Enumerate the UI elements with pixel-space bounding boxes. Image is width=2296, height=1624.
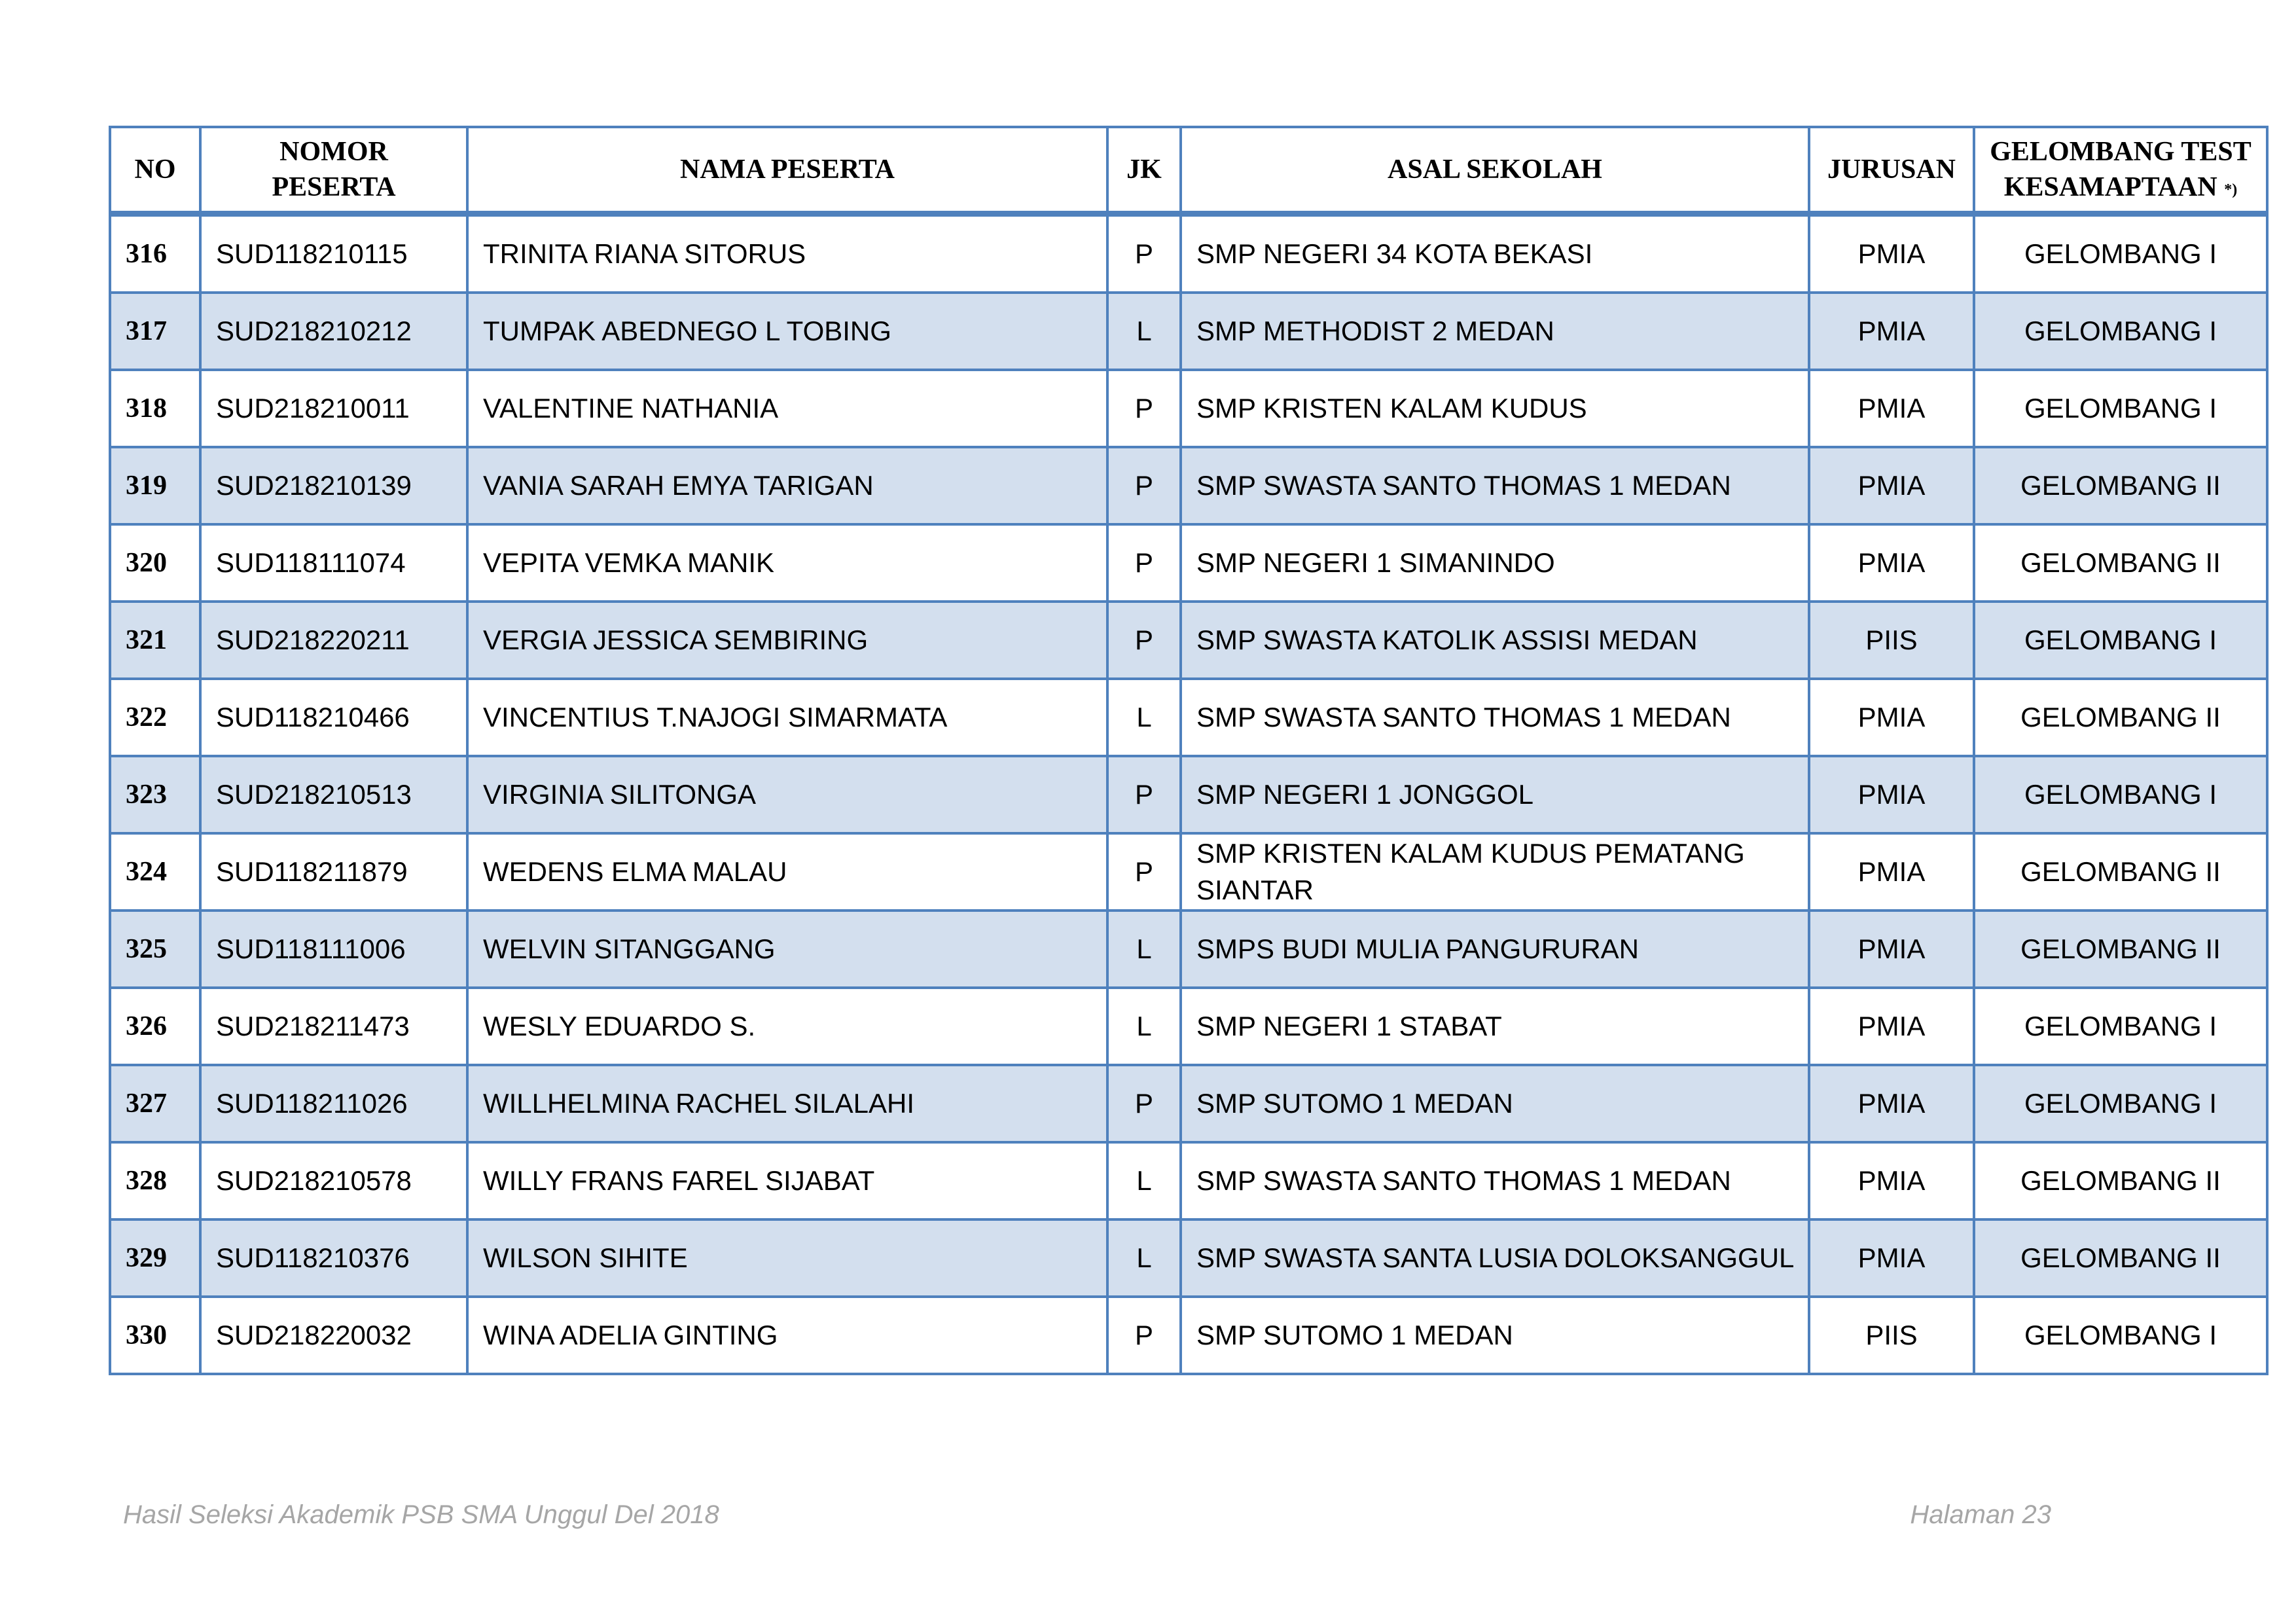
cell-gelombang: GELOMBANG I [1974, 602, 2267, 679]
cell-nama-peserta: TUMPAK ABEDNEGO L TOBING [467, 293, 1107, 370]
cell-jk: P [1107, 1297, 1181, 1374]
header-row [110, 127, 2267, 214]
cell-nama-peserta: VEPITA VEMKA MANIK [467, 524, 1107, 602]
header-gelombang-label: GELOMBANG TEST KESAMAPTAAN [1990, 137, 2251, 202]
cell-jk: P [1107, 447, 1181, 524]
cell-no: 324 [110, 833, 200, 911]
table-row [110, 756, 2267, 833]
table-row [110, 911, 2267, 988]
cell-asal-sekolah: SMP NEGERI 1 SIMANINDO [1181, 524, 1809, 602]
cell-no: 328 [110, 1142, 200, 1219]
table-header [110, 127, 2267, 214]
cell-jk: L [1107, 679, 1181, 756]
cell-no: 316 [110, 214, 200, 293]
cell-gelombang: GELOMBANG I [1974, 214, 2267, 293]
header-nomor-peserta [200, 127, 467, 214]
cell-gelombang: GELOMBANG I [1974, 1297, 2267, 1374]
cell-asal-sekolah: SMP SWASTA SANTO THOMAS 1 MEDAN [1181, 679, 1809, 756]
cell-jk: L [1107, 293, 1181, 370]
cell-jk: P [1107, 524, 1181, 602]
cell-jk: P [1107, 370, 1181, 447]
cell-nama-peserta: VINCENTIUS T.NAJOGI SIMARMATA [467, 679, 1107, 756]
header-no: NO [110, 127, 200, 214]
header-asal-sekolah: ASAL SEKOLAH [1181, 127, 1809, 214]
cell-jurusan: PMIA [1809, 1219, 1974, 1297]
cell-jk: L [1107, 1142, 1181, 1219]
cell-gelombang: GELOMBANG II [1974, 1142, 2267, 1219]
cell-nomor-peserta: SUD218220032 [200, 1297, 467, 1374]
cell-nama-peserta: TRINITA RIANA SITORUS [467, 214, 1107, 293]
cell-jurusan: PMIA [1809, 988, 1974, 1065]
cell-jurusan: PMIA [1809, 524, 1974, 602]
cell-jurusan: PMIA [1809, 679, 1974, 756]
cell-no: 319 [110, 447, 200, 524]
cell-no: 321 [110, 602, 200, 679]
cell-gelombang: GELOMBANG I [1974, 756, 2267, 833]
cell-nama-peserta: WINA ADELIA GINTING [467, 1297, 1107, 1374]
cell-nomor-peserta: SUD118111006 [200, 911, 467, 988]
cell-no: 327 [110, 1065, 200, 1142]
header-gelombang [1974, 127, 2267, 214]
cell-nomor-peserta: SUD218210513 [200, 756, 467, 833]
cell-asal-sekolah: SMP NEGERI 1 JONGGOL [1181, 756, 1809, 833]
table-body [110, 214, 2267, 1375]
header-jurusan: JURUSAN [1809, 127, 1974, 214]
cell-jk: L [1107, 1219, 1181, 1297]
cell-asal-sekolah: SMP NEGERI 34 KOTA BEKASI [1181, 214, 1809, 293]
cell-jurusan: PMIA [1809, 756, 1974, 833]
cell-nomor-peserta: SUD218211473 [200, 988, 467, 1065]
table-row [110, 447, 2267, 524]
cell-no: 323 [110, 756, 200, 833]
table-row [110, 679, 2267, 756]
cell-jk: P [1107, 214, 1181, 293]
cell-gelombang: GELOMBANG I [1974, 1065, 2267, 1142]
cell-nama-peserta: VALENTINE NATHANIA [467, 370, 1107, 447]
table-row [110, 1297, 2267, 1374]
cell-asal-sekolah: SMP SWASTA SANTA LUSIA DOLOKSANGGUL [1181, 1219, 1809, 1297]
cell-gelombang: GELOMBANG I [1974, 988, 2267, 1065]
cell-asal-sekolah: SMP SUTOMO 1 MEDAN [1181, 1297, 1809, 1374]
cell-asal-sekolah: SMPS BUDI MULIA PANGURURAN [1181, 911, 1809, 988]
cell-gelombang: GELOMBANG II [1974, 447, 2267, 524]
table-row [110, 214, 2267, 293]
table-row [110, 988, 2267, 1065]
cell-jurusan: PMIA [1809, 911, 1974, 988]
cell-jk: P [1107, 756, 1181, 833]
cell-nama-peserta: WILLY FRANS FAREL SIJABAT [467, 1142, 1107, 1219]
cell-asal-sekolah: SMP SUTOMO 1 MEDAN [1181, 1065, 1809, 1142]
cell-no: 329 [110, 1219, 200, 1297]
cell-nomor-peserta: SUD118210466 [200, 679, 467, 756]
footer-document-title: Hasil Seleksi Akademik PSB SMA Unggul Del 2018 [123, 1500, 719, 1529]
cell-asal-sekolah: SMP NEGERI 1 STABAT [1181, 988, 1809, 1065]
cell-nama-peserta: WESLY EDUARDO S. [467, 988, 1107, 1065]
cell-nama-peserta: VERGIA JESSICA SEMBIRING [467, 602, 1107, 679]
cell-asal-sekolah: SMP KRISTEN KALAM KUDUS [1181, 370, 1809, 447]
cell-jurusan: PMIA [1809, 370, 1974, 447]
cell-asal-sekolah: SMP SWASTA SANTO THOMAS 1 MEDAN [1181, 1142, 1809, 1219]
footer-page-number: Halaman 23 [1910, 1500, 2051, 1529]
header-nama-peserta: NAMA PESERTA [467, 127, 1107, 214]
cell-nomor-peserta: SUD218210212 [200, 293, 467, 370]
cell-nomor-peserta: SUD218210578 [200, 1142, 467, 1219]
cell-nomor-peserta: SUD118211026 [200, 1065, 467, 1142]
cell-jk: L [1107, 911, 1181, 988]
cell-nomor-peserta: SUD118211879 [200, 833, 467, 911]
cell-jurusan: PIIS [1809, 602, 1974, 679]
cell-gelombang: GELOMBANG II [1974, 833, 2267, 911]
header-nomor-peserta-label: NOMOR PESERTA [272, 137, 396, 202]
cell-gelombang: GELOMBANG I [1974, 293, 2267, 370]
cell-jurusan: PIIS [1809, 1297, 1974, 1374]
header-jk: JK [1107, 127, 1181, 214]
table-row [110, 833, 2267, 911]
cell-gelombang: GELOMBANG II [1974, 524, 2267, 602]
table-row [110, 293, 2267, 370]
cell-nomor-peserta: SUD118111074 [200, 524, 467, 602]
cell-no: 330 [110, 1297, 200, 1374]
cell-no: 322 [110, 679, 200, 756]
cell-asal-sekolah: SMP METHODIST 2 MEDAN [1181, 293, 1809, 370]
table-row [110, 1065, 2267, 1142]
cell-jurusan: PMIA [1809, 293, 1974, 370]
cell-gelombang: GELOMBANG II [1974, 911, 2267, 988]
results-table-container [109, 126, 2266, 1375]
cell-asal-sekolah: SMP SWASTA KATOLIK ASSISI MEDAN [1181, 602, 1809, 679]
cell-nomor-peserta: SUD218210011 [200, 370, 467, 447]
cell-no: 317 [110, 293, 200, 370]
cell-nama-peserta: VIRGINIA SILITONGA [467, 756, 1107, 833]
cell-asal-sekolah: SMP SWASTA SANTO THOMAS 1 MEDAN [1181, 447, 1809, 524]
cell-jurusan: PMIA [1809, 1065, 1974, 1142]
cell-nama-peserta: WILLHELMINA RACHEL SILALAHI [467, 1065, 1107, 1142]
cell-jurusan: PMIA [1809, 214, 1974, 293]
cell-nama-peserta: WILSON SIHITE [467, 1219, 1107, 1297]
cell-jk: P [1107, 833, 1181, 911]
table-row [110, 1142, 2267, 1219]
cell-gelombang: GELOMBANG I [1974, 370, 2267, 447]
cell-nama-peserta: WEDENS ELMA MALAU [467, 833, 1107, 911]
cell-nama-peserta: WELVIN SITANGGANG [467, 911, 1107, 988]
cell-no: 325 [110, 911, 200, 988]
header-gelombang-note: *) [2224, 181, 2238, 198]
results-table [109, 126, 2269, 1375]
cell-no: 320 [110, 524, 200, 602]
cell-jk: L [1107, 988, 1181, 1065]
cell-jk: P [1107, 1065, 1181, 1142]
cell-jurusan: PMIA [1809, 1142, 1974, 1219]
table-row [110, 524, 2267, 602]
cell-nomor-peserta: SUD218210139 [200, 447, 467, 524]
cell-jurusan: PMIA [1809, 833, 1974, 911]
table-row [110, 602, 2267, 679]
cell-nomor-peserta: SUD118210376 [200, 1219, 467, 1297]
cell-nama-peserta: VANIA SARAH EMYA TARIGAN [467, 447, 1107, 524]
cell-jurusan: PMIA [1809, 447, 1974, 524]
cell-asal-sekolah: SMP KRISTEN KALAM KUDUS PEMATANG SIANTAR [1181, 833, 1809, 911]
cell-no: 318 [110, 370, 200, 447]
cell-jk: P [1107, 602, 1181, 679]
cell-gelombang: GELOMBANG II [1974, 679, 2267, 756]
cell-gelombang: GELOMBANG II [1974, 1219, 2267, 1297]
table-row [110, 1219, 2267, 1297]
cell-no: 326 [110, 988, 200, 1065]
cell-nomor-peserta: SUD118210115 [200, 214, 467, 293]
cell-nomor-peserta: SUD218220211 [200, 602, 467, 679]
table-row [110, 370, 2267, 447]
